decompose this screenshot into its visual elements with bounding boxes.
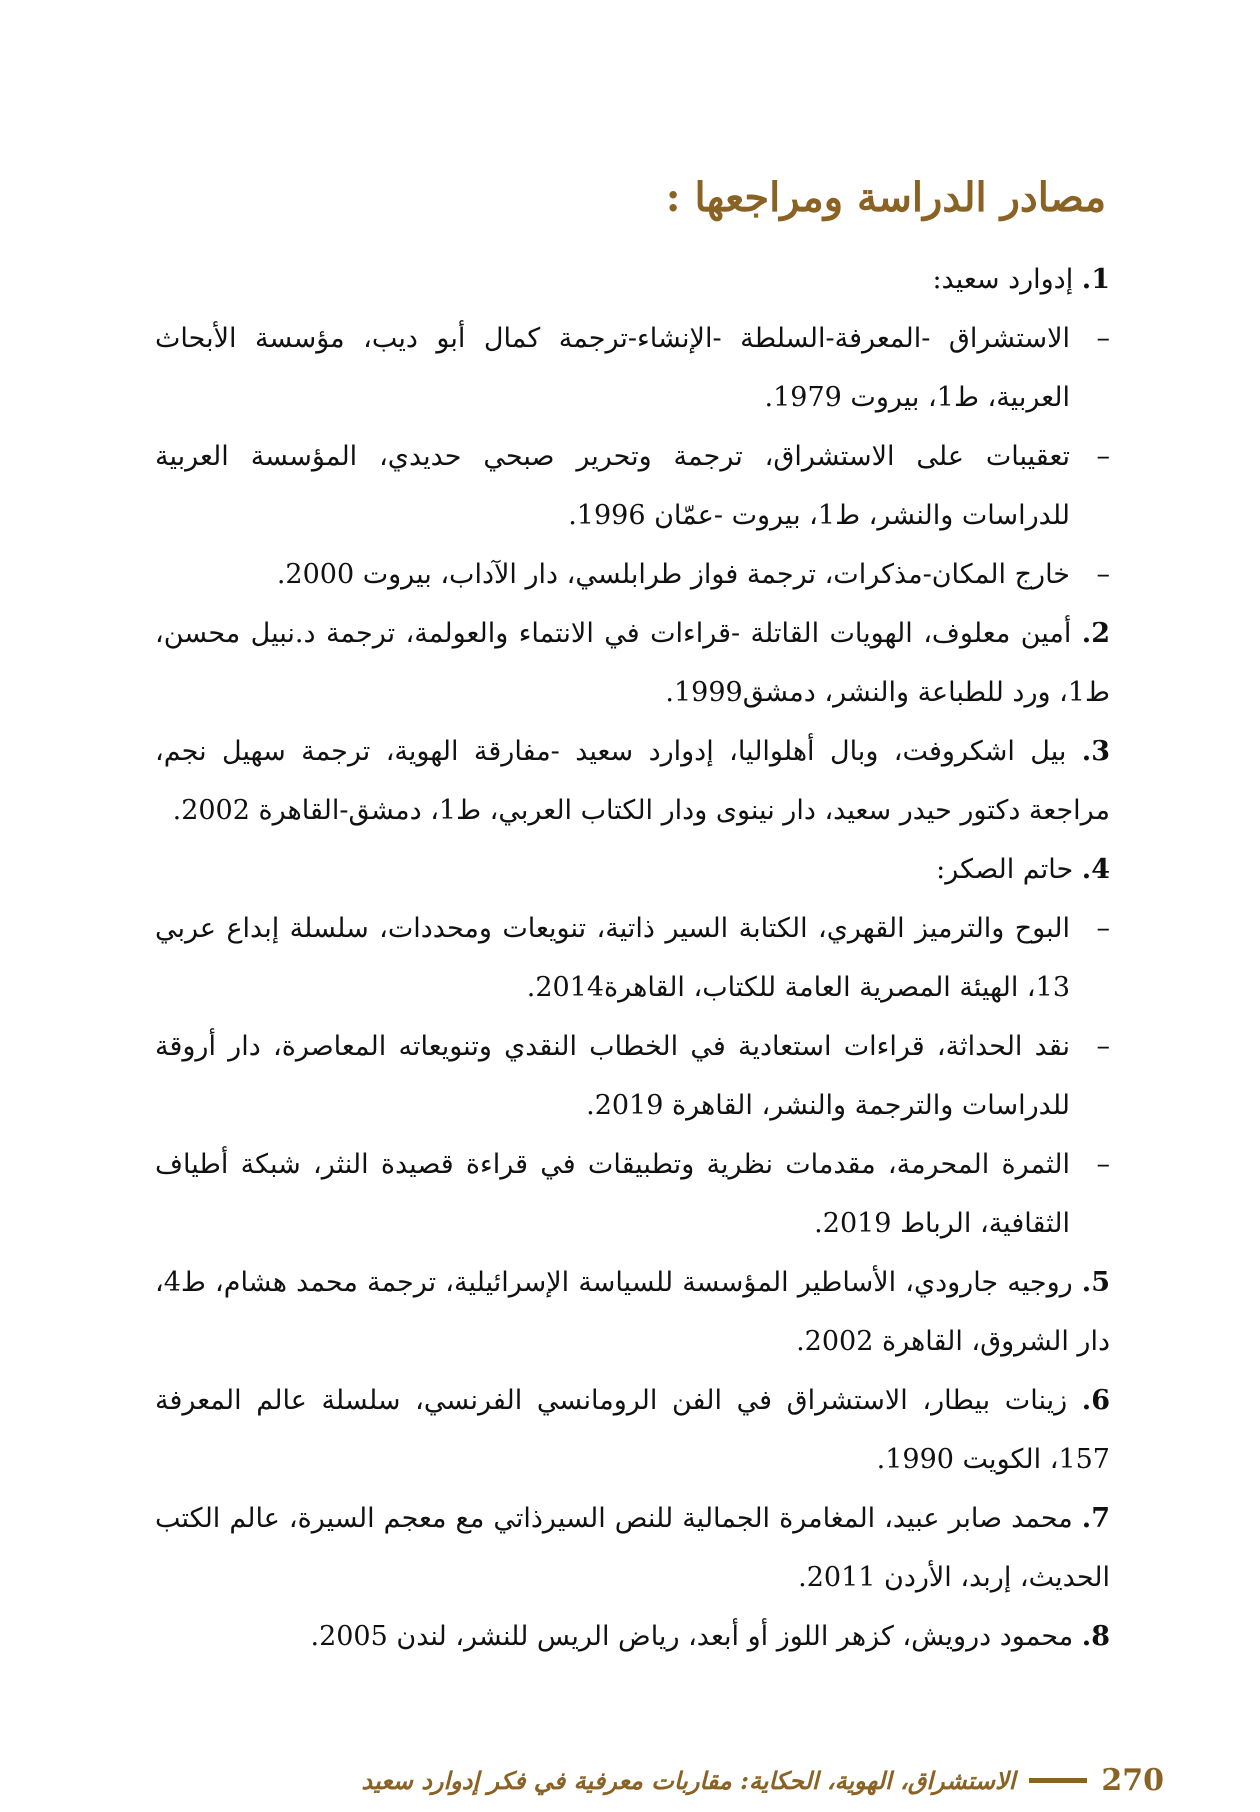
- sub-reference-entry: [155, 1135, 1110, 1253]
- sub-reference-entry: [155, 899, 1110, 1017]
- reference-entry: [155, 1371, 1110, 1489]
- sub-reference-entry: [155, 427, 1110, 545]
- reference-text: تعقيبات على الاستشراق، ترجمة وتحرير صبحي حديدي، المؤسسة العربية للدراسات والنشر، ط1، بيروت -عمّان 1996.: [155, 441, 1070, 531]
- reference-text: زينات بيطار، الاستشراق في الفن الرومانسي الفرنسي، سلسلة عالم المعرفة 157، الكويت 1990.: [155, 1385, 1110, 1475]
- dash-bullet: –: [1096, 559, 1110, 590]
- footer-divider: [1029, 1778, 1087, 1783]
- reference-text: الاستشراق -المعرفة-السلطة -الإنشاء-ترجمة كمال أبو ديب، مؤسسة الأبحاث العربية، ط1، بيروت 1979.: [155, 323, 1070, 413]
- running-title: الاستشراق، الهوية، الحكاية: مقاربات معرفية في فكر إدوارد سعيد: [361, 1765, 1016, 1795]
- dash-bullet: –: [1096, 441, 1110, 472]
- sub-reference-entry: [155, 1017, 1110, 1135]
- reference-number: 3.: [1081, 736, 1110, 767]
- reference-number: 2.: [1081, 618, 1110, 649]
- page-footer: [284, 1760, 1164, 1800]
- reference-number: 5.: [1081, 1267, 1110, 1298]
- reference-entry: [155, 1489, 1110, 1607]
- section-heading: مصادر الدراسة ومراجعها :: [665, 174, 1106, 221]
- reference-entry: [155, 250, 1110, 309]
- reference-text: محمود درويش، كزهر اللوز أو أبعد، رياض الريس للنشر، لندن 2005.: [310, 1621, 1082, 1652]
- dash-bullet: –: [1096, 323, 1110, 354]
- reference-text: نقد الحداثة، قراءات استعادية في الخطاب النقدي وتنويعاته المعاصرة، دار أروقة للدراسات والترجمة والنشر، القاهرة 2019.: [155, 1031, 1070, 1121]
- reference-text: خارج المكان-مذكرات، ترجمة فواز طرابلسي، دار الآداب، بيروت 2000.: [276, 559, 1070, 590]
- reference-entry: [155, 1607, 1110, 1666]
- reference-entry: [155, 1253, 1110, 1371]
- reference-entry: [155, 722, 1110, 840]
- dash-bullet: –: [1096, 1031, 1110, 1062]
- reference-number: 8.: [1081, 1621, 1110, 1652]
- sub-reference-entry: [155, 309, 1110, 427]
- reference-text: حاتم الصكر:: [936, 854, 1082, 885]
- reference-entry: [155, 840, 1110, 899]
- reference-text: بيل اشكروفت، وبال أهلواليا، إدوارد سعيد -مفارقة الهوية، ترجمة سهيل نجم، مراجعة دكتور حيدر سعيد، دار نينوى ودار الكتاب العربي، ط1، دمشق-القاهرة 2002.: [155, 736, 1110, 826]
- reference-text: البوح والترميز القهري، الكتابة السير ذاتية، تنويعات ومحددات، سلسلة إبداع عربي 13، الهيئة المصرية العامة للكتاب، القاهرة2014.: [155, 913, 1070, 1003]
- reference-text: إدوارد سعيد:: [932, 264, 1082, 295]
- reference-number: 4.: [1081, 854, 1110, 885]
- reference-text: الثمرة المحرمة، مقدمات نظرية وتطبيقات في قراءة قصيدة النثر، شبكة أطياف الثقافية، الرباط 2019.: [155, 1149, 1070, 1239]
- sub-reference-entry: [155, 545, 1110, 604]
- reference-number: 1.: [1081, 264, 1110, 295]
- dash-bullet: –: [1096, 913, 1110, 944]
- reference-text: أمين معلوف، الهويات القاتلة -قراءات في الانتماء والعولمة، ترجمة د.نبيل محسن، ط1، ورد للطباعة والنشر، دمشق1999.: [155, 618, 1110, 708]
- dash-bullet: –: [1096, 1149, 1110, 1180]
- reference-entry: [155, 604, 1110, 722]
- references-list: [155, 250, 1110, 1666]
- reference-number: 6.: [1081, 1385, 1110, 1416]
- page-number: 270: [1101, 1762, 1164, 1798]
- reference-text: روجيه جارودي، الأساطير المؤسسة للسياسة الإسرائيلية، ترجمة محمد هشام، ط4، دار الشروق، القاهرة 2002.: [155, 1267, 1110, 1357]
- reference-text: محمد صابر عبيد، المغامرة الجمالية للنص السيرذاتي مع معجم السيرة، عالم الكتب الحديث، إربد، الأردن 2011.: [155, 1503, 1110, 1593]
- reference-number: 7.: [1081, 1503, 1110, 1534]
